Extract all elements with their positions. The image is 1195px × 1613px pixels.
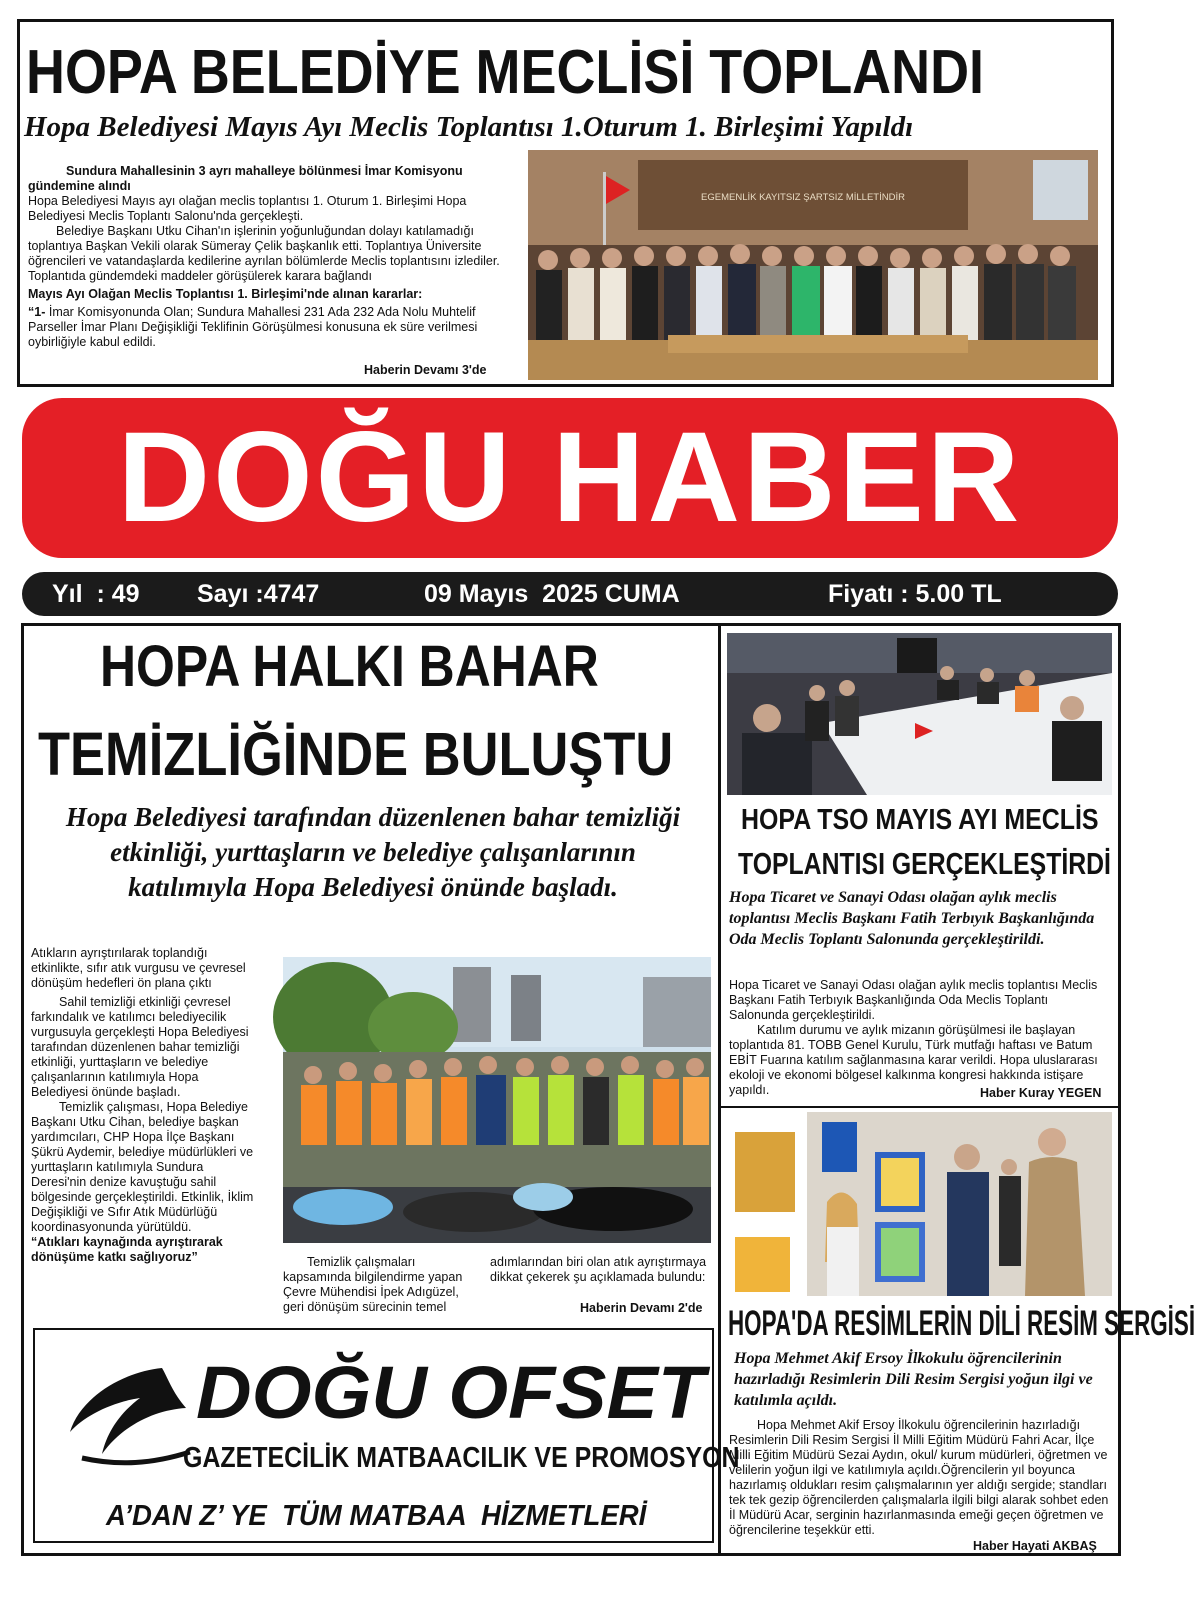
main-story-p3: Temizlik çalışması, Hopa Belediye Başkanı Utku Cihan, belediye başkan yardımcıları, CHP Hopa İlçe Başkanı Şükrü Aydemir, belediye müdürlükleri ve yurttaşların katılımıyla Sundura Deresi'nin denize kavuştuğu sahil bölgesinde gerçekleştirildi. Etkinlik, İklim Değişikliği ve Sıfır Atık Müdürlüğü koordinasyonunda yürütüldü. [31,1100,254,1234]
top-story-p3: Toplantıda gündemdeki maddeler görüşülerek karara bağlandı [28,269,372,283]
issue-date: 09 Mayıs 2025 CUMA [424,580,680,608]
top-story-continued: Haberin Devamı 3'de [364,363,487,377]
top-story-p1: Hopa Belediyesi Mayıs ayı olağan meclis toplantısı 1. Oturum 1. Birleşimi Hopa Belediyesi Meclis Toplantı Salonu'nda gerçekleşti. [28,194,467,223]
top-story-lead: Sundura Mahallesinin 3 ayrı mahalleye bölünmesi İmar Komisyonu gündemine alındı [28,164,463,193]
main-story-left-column [31,946,255,1265]
tso-body [729,978,1109,1098]
art-body: Hopa Mehmet Akif Ersoy İlkokulu öğrencilerinin hazırladığı Resimlerin Dili Resim Sergisi İl Milli Eğitim Müdürü Fahri Acar, İlçe Milli Eğitim Müdürü Sezai Aydın, okul/ kurum müdürleri, öğretmen ve velilerin yoğun ilgi ve katılımıyla açıldı.Öğrencilerin yıl boyunca hazırlamış oldukları resim çalışmalarının yer aldığı sergide; standları tek tek gezip öğrencilerden çalışmalarla ilgili bilgi alarak sohbet eden İl Müdürü Acar, serginin hazırlanmasında emeği geçen öğretmen ve öğrencilerine teşekkür etti. [729,1418,1109,1537]
top-story-decisions-head: Mayıs Ayı Olağan Meclis Toplantısı 1. Birleşimi'nde alınan kararlar: [28,287,423,301]
top-story-p2: Belediye Başkanı Utku Cihan'ın işlerinin yoğunluğundan dolayı katılamadığı toplantıya Başkan Vekili olarak Sümeray Çelik başkanlık etti. Toplantıya Üniversite öğrencileri ve vatandaşlarda kedilerine ayrılan bölümlerde Meclis toplantısını izlediler. [28,224,500,268]
issue-price: Fiyatı : 5.00 TL [828,580,1002,608]
tso-headline-line2: TOPLANTISI GERÇEKLEŞTİRDİ [738,846,1111,881]
main-story-p4a: Temizlik çalışmaları kapsamında bilgilendirme yapan Çevre Mühendisi İpek Adıgüzel, geri dönüşüm sürecinin temel [283,1255,463,1314]
ad-title: DOĞU OFSET [196,1351,705,1434]
top-story-decision1: İmar Komisyonunda Olan; Sundura Mahallesi 231 Ada 232 Ada Nolu Muhtelif Parseller İmar Planı Değişikliği Teklifinin Görüşülmesi konusuna ek süre verilmesi oybirliğiyle kabul edildi. [28,305,478,349]
art-headline: HOPA'DA RESİMLERİN DİLİ RESİM SERGİSİ [728,1304,1195,1343]
tso-meeting-photo [727,633,1112,795]
tso-byline: Haber Kuray YEGEN [980,1086,1102,1100]
tso-p2: Katılım durumu ve aylık mizanın görüşülmesi ile başlayan toplantıda 81. TOBB Genel Kurulu, Türk mutfağı haftası ve Batum EBİT Fuarına katılım sağlanmasına karar verildi. Hopa uluslararası ekoloji ve ekonomi bölgesel kalkınma kongresi hakkında istişare yapıldı. [729,1023,1098,1097]
main-story-headline-line1: HOPA HALKI BAHAR [100,634,599,699]
masthead-title: DOĞU HABER [117,406,1023,549]
tso-headline-line1: HOPA TSO MAYIS AYI MECLİS [741,804,1099,836]
top-story-headline: HOPA BELEDİYE MECLİSİ TOPLANDI [26,38,985,107]
issue-number: Sayı :4747 [197,580,320,608]
main-story-p4b: adımlarından biri olan atık ayrıştırmaya dikkat çekerek şu açıklamada bulundu: [490,1255,707,1284]
decision-lead: “1- [28,305,46,319]
cleanup-illustration [283,957,711,1243]
issue-info-bar [22,572,1118,616]
main-story-p1: Atıkların ayrıştırılarak toplandığı etkinlikte, sıfır atık vurgusu ve çevresel dönüşüm hedefleri ön plana çıktı [31,946,246,990]
ad-slogan: A’DAN Z’ YE TÜM MATBAA HİZMETLERİ [106,1500,647,1532]
art-exhibition-photo [727,1112,1112,1296]
council-meeting-illustration [528,150,1098,380]
masthead [22,398,1118,558]
tso-summary: Hopa Ticaret ve Sanayi Odası olağan aylık meclis toplantısı Meclis Başkanı Fatih Terbıyık Başkanlığında Oda Meclis Toplantı Salonunda gerçekleştirildi. [729,889,1095,948]
main-story-continued: Haberin Devamı 2'de [580,1301,703,1315]
ad-subtitle: GAZETECİLİK MATBAACILIK VE PROMOSYON [183,1442,740,1474]
main-story-p2: Sahil temizliği etkinliği çevresel farkındalık ve katılımcı belediyecilik vurgusuyla gerçekleşti Hopa Belediyesi tarafından düzenlenen bahar temizliği etkinliği, yurttaşların ve belediye çalışanlarının katılımıyla Hopa Belediyesi önünde başladı. [31,995,249,1099]
tso-p1: Hopa Ticaret ve Sanayi Odası olağan aylık meclis toplantısı Meclis Başkanı Fatih Terbıyık Başkanlığında Oda Meclis Toplantı Salonunda gerçekleştirildi. [729,978,1098,1022]
main-story-headline-line2: TEMİZLİĞİNDE BULUŞTU [38,720,674,788]
main-story-quote: “Atıkları kaynağında ayrıştırarak dönüşüme katkı sağlıyoruz” [31,1235,223,1264]
main-story-summary: Hopa Belediyesi tarafından düzenlenen bahar temizliği etkinliği, yurttaşların ve belediye çalışanlarının katılımıyla Hopa Belediyesi önünde başladı. [65,802,681,902]
cleanup-photo [283,957,711,1243]
top-story-subheadline: Hopa Belediyesi Mayıs Ayı Meclis Toplantısı 1.Oturum 1. Birleşimi Yapıldı [24,111,914,143]
issue-year: Yıl : 49 [52,580,140,608]
column-divider [718,626,721,1553]
art-byline: Haber Hayati AKBAŞ [973,1539,1097,1553]
art-summary: Hopa Mehmet Akif Ersoy İlkokulu öğrencilerinin hazırladığı Resimlerin Dili Resim Sergisi yoğun ilgi ve katılımla açıldı. [734,1350,1093,1409]
right-column-divider [721,1106,1118,1108]
ofset-logo-icon [62,1362,192,1472]
tso-meeting-illustration [727,633,1112,795]
top-story-text [28,164,508,350]
council-meeting-photo [528,150,1098,380]
photo-banner-text: EGEMENLİK KAYITSIZ ŞARTSIZ MİLLETİNDİR [701,192,905,203]
art-exhibition-illustration [727,1112,1112,1296]
